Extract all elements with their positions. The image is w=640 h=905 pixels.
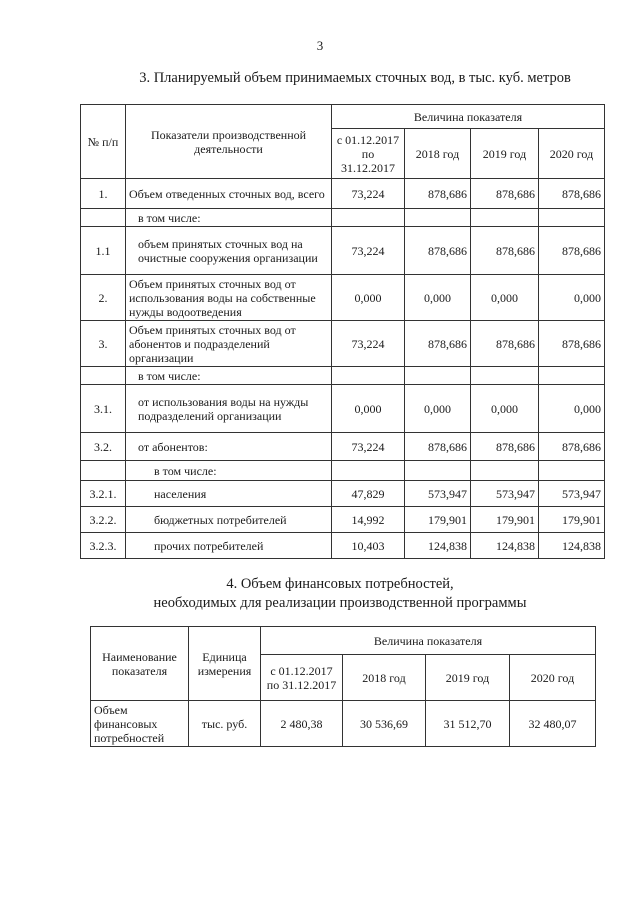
table-row [81,209,605,227]
row-value [332,461,405,481]
row-value: 878,686 [471,433,539,461]
row-value: 124,838 [539,533,605,559]
row-value: 14,992 [332,507,405,533]
section-4-title [80,575,600,613]
row-value [405,367,471,385]
row-num: 3.2.3. [81,533,126,559]
header-unit: Единица измерения [189,627,261,701]
table-row [81,385,605,433]
row-value: 0,000 [539,275,605,321]
header-value-group: Величина показателя [261,627,596,655]
row-value: 878,686 [539,179,605,209]
row-num: 2. [81,275,126,321]
row-value: 878,686 [405,179,471,209]
row-value: 878,686 [405,433,471,461]
table-row [81,179,605,209]
header-2020: 2020 год [510,655,596,701]
row-value: 0,000 [471,385,539,433]
table-row [81,481,605,507]
row-value: 10,403 [332,533,405,559]
row-value: 878,686 [539,321,605,367]
header-2018: 2018 год [343,655,426,701]
row-value: 573,947 [471,481,539,507]
table-row [81,275,605,321]
row-value: 31 512,70 [426,701,510,747]
row-value [332,367,405,385]
row-label: Объем принятых сточных вод от абонентов и подразделений организации [126,321,332,367]
row-value: 32 480,07 [510,701,596,747]
header-period: с 01.12.2017 по 31.12.2017 [332,129,405,179]
table-row [81,533,605,559]
row-num [81,461,126,481]
table-row [81,433,605,461]
wastewater-volume-table [80,104,605,559]
row-value [539,461,605,481]
table-row [81,507,605,533]
section-4-title-line-2: необходимых для реализации производственной программы [153,595,527,611]
row-value: 0,000 [332,385,405,433]
row-label: бюджетных потребителей [126,507,332,533]
row-value: 573,947 [405,481,471,507]
row-value: 0,000 [405,385,471,433]
row-name: Объем финансовых потребностей [91,701,189,747]
header-2019: 2019 год [471,129,539,179]
row-value: 878,686 [539,227,605,275]
row-value [471,367,539,385]
row-value [332,209,405,227]
row-value [539,209,605,227]
table-row [91,701,596,747]
row-num: 3.1. [81,385,126,433]
header-2018: 2018 год [405,129,471,179]
row-label: прочих потребителей [126,533,332,559]
row-value: 878,686 [539,433,605,461]
row-value: 179,901 [471,507,539,533]
table-row [81,367,605,385]
row-label: в том числе: [126,461,332,481]
row-label: в том числе: [126,209,332,227]
row-num: 1.1 [81,227,126,275]
row-unit: тыс. руб. [189,701,261,747]
row-num [81,209,126,227]
row-value: 878,686 [471,227,539,275]
header-indicator: Показатели производственной деятельности [126,105,332,179]
row-label: в том числе: [126,367,332,385]
header-2019: 2019 год [426,655,510,701]
row-value: 124,838 [471,533,539,559]
row-num: 3. [81,321,126,367]
row-value: 47,829 [332,481,405,507]
row-value [539,367,605,385]
row-num: 3.2.1. [81,481,126,507]
row-label: от абонентов: [126,433,332,461]
section-3-title: 3. Планируемый объем принимаемых сточных вод, в тыс. куб. метров [139,70,571,86]
section-4-title-line-1: 4. Объем финансовых потребностей, [226,576,454,592]
row-value: 878,686 [471,321,539,367]
row-value: 573,947 [539,481,605,507]
row-label: от использования воды на нужды подразделений организации [126,385,332,433]
row-value: 179,901 [405,507,471,533]
row-value: 73,224 [332,227,405,275]
row-num [81,367,126,385]
row-value [405,209,471,227]
row-value: 0,000 [405,275,471,321]
page-number: 3 [316,38,324,53]
header-period: с 01.12.2017 по 31.12.2017 [261,655,343,701]
row-label: населения [126,481,332,507]
financial-needs-table [90,626,596,747]
row-num: 1. [81,179,126,209]
row-num: 3.2.2. [81,507,126,533]
header-2020: 2020 год [539,129,605,179]
row-value: 73,224 [332,179,405,209]
row-value: 73,224 [332,321,405,367]
table-row [81,321,605,367]
row-value [405,461,471,481]
table-row [81,227,605,275]
row-label: объем принятых сточных вод на очистные сооружения организации [126,227,332,275]
row-value [471,461,539,481]
row-value: 0,000 [539,385,605,433]
row-value: 73,224 [332,433,405,461]
row-value: 0,000 [332,275,405,321]
header-num: № п/п [81,105,126,179]
row-value: 2 480,38 [261,701,343,747]
row-value: 124,838 [405,533,471,559]
row-value: 0,000 [471,275,539,321]
header-name: Наименование показателя [91,627,189,701]
row-value: 878,686 [405,321,471,367]
table-row [81,461,605,481]
row-value: 30 536,69 [343,701,426,747]
row-label: Объем отведенных сточных вод, всего [126,179,332,209]
row-num: 3.2. [81,433,126,461]
row-label: Объем принятых сточных вод от использования воды на собственные нужды водоотведения [126,275,332,321]
row-value [471,209,539,227]
row-value: 878,686 [471,179,539,209]
row-value: 179,901 [539,507,605,533]
row-value: 878,686 [405,227,471,275]
header-value-group: Величина показателя [332,105,605,129]
